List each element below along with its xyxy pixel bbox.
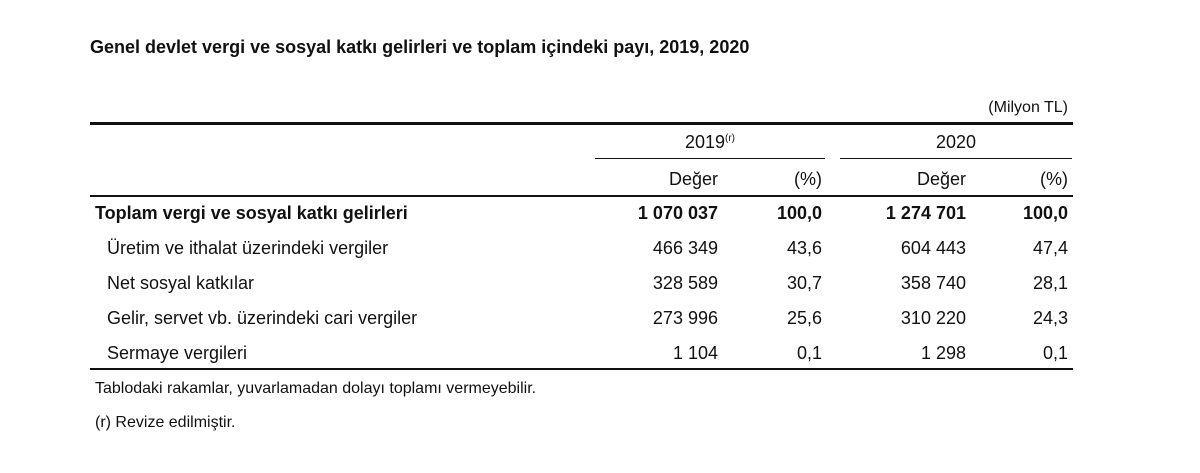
row-label: Toplam vergi ve sosyal katkı gelirleri (95, 203, 408, 223)
row-label: Net sosyal katkılar (107, 273, 255, 293)
unit-label: (Milyon TL) (988, 99, 1068, 116)
percent-2019: 30,7 (786, 273, 822, 293)
year-2019-rule (595, 158, 825, 159)
year-2020-rule (840, 158, 1072, 159)
percent-2019: 100,0 (776, 203, 822, 223)
footnote-rounding: Tablodaki rakamlar, yuvarlamadan dolayı toplamı vermeyebilir. (95, 380, 537, 397)
value-2019: 1 104 (672, 343, 718, 363)
row-label: Gelir, servet vb. üzerindeki cari vergiler (107, 308, 418, 328)
value-2020: 310 220 (900, 308, 966, 328)
header-rule (90, 195, 1073, 197)
value-2020: 1 274 701 (885, 203, 966, 223)
percent-2020: 47,4 (1032, 238, 1068, 258)
percent-2020: 100,0 (1022, 203, 1068, 223)
header-value-2020: Değer (916, 169, 966, 189)
value-2020: 604 443 (900, 238, 966, 258)
percent-2020: 24,3 (1032, 308, 1068, 328)
header-percent-2019: (%) (794, 169, 822, 189)
value-2019: 466 349 (652, 238, 718, 258)
footnote-revised: (r) Revize edilmiştir. (95, 414, 236, 431)
percent-2020: 28,1 (1032, 273, 1068, 293)
value-2019: 328 589 (652, 273, 718, 293)
percent-2019: 43,6 (786, 238, 822, 258)
revised-note: (r) (725, 133, 736, 144)
value-2020: 358 740 (900, 273, 966, 293)
top-rule (90, 122, 1073, 125)
value-2019: 273 996 (652, 308, 718, 328)
table-title: Genel devlet vergi ve sosyal katkı gelirleri ve toplam içindeki payı, 2019, 2020 (90, 37, 750, 57)
year-2019-header (595, 132, 825, 153)
header-percent-2020: (%) (1040, 169, 1068, 189)
value-2019: 1 070 037 (637, 203, 718, 223)
value-2020: 1 298 (920, 343, 966, 363)
bottom-rule (90, 368, 1073, 370)
percent-2020: 0,1 (1042, 343, 1068, 363)
percent-2019: 0,1 (796, 343, 822, 363)
header-value-2019: Değer (668, 169, 718, 189)
row-label: Üretim ve ithalat üzerindeki vergiler (107, 238, 389, 258)
percent-2019: 25,6 (786, 308, 822, 328)
row-label: Sermaye vergileri (107, 343, 248, 363)
year-2020-header: 2020 (935, 132, 977, 152)
year-label: 2019 (684, 132, 726, 152)
